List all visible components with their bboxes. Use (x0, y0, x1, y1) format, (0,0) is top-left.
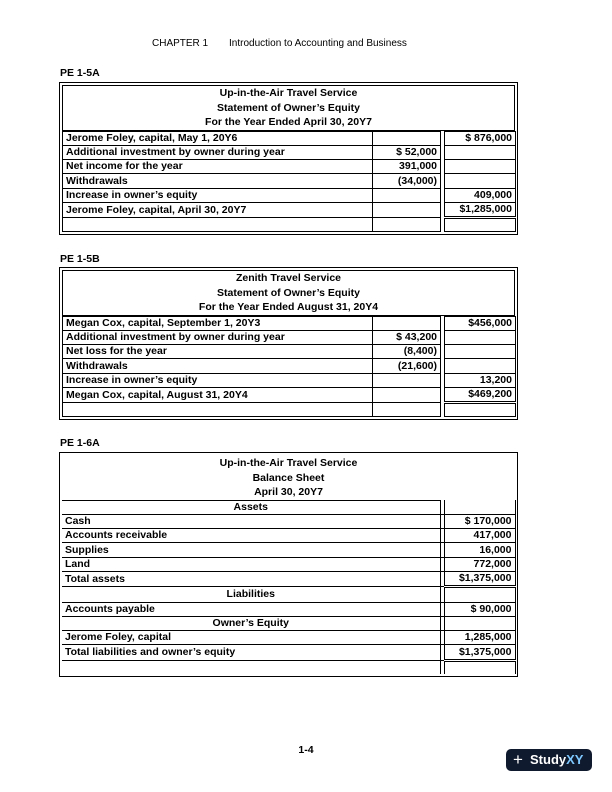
table-row (63, 345, 516, 359)
table-row (63, 403, 516, 416)
row-label: Jerome Foley, capital (62, 631, 440, 645)
section-heading-row (62, 500, 515, 514)
table-row (63, 188, 516, 202)
table-row (63, 218, 516, 231)
table-row (63, 387, 516, 402)
table-row (63, 174, 516, 188)
row-mid: 391,000 (373, 160, 441, 174)
row-label: Net income for the year (63, 160, 373, 174)
row-label: Net loss for the year (63, 345, 373, 359)
logo-text: StudyXY (530, 752, 584, 767)
row-right: $1,375,000 (444, 571, 515, 586)
row-mid: (34,000) (373, 174, 441, 188)
table-row (62, 645, 515, 660)
statement-table (62, 316, 516, 417)
row-label: Withdrawals (63, 359, 373, 373)
table-row (63, 373, 516, 387)
row-label: Jerome Foley, capital, May 1, 20Y6 (63, 131, 373, 145)
row-mid (373, 373, 441, 387)
balance-sheet-title (62, 456, 515, 500)
row-label: Accounts receivable (62, 529, 440, 543)
row-label: Megan Cox, capital, August 31, 20Y4 (63, 387, 373, 402)
row-label: Total assets (62, 571, 440, 586)
table-row (63, 202, 516, 217)
row-mid (373, 202, 441, 217)
table-row (63, 131, 516, 145)
row-label: Increase in owner’s equity (63, 373, 373, 387)
equity-heading: Owner’s Equity (62, 616, 440, 630)
row-mid (373, 131, 441, 145)
statement-date: April 30, 20Y7 (254, 486, 323, 498)
balance-sheet-table (62, 500, 516, 675)
table-row (62, 602, 515, 616)
row-label: Accounts payable (62, 602, 440, 616)
company-name: Up-in-the-Air Travel Service (219, 457, 358, 469)
row-label: Additional investment by owner during year (63, 330, 373, 344)
statement-title (62, 85, 515, 131)
row-right: $1,285,000 (445, 202, 516, 217)
row-right: 772,000 (444, 557, 515, 571)
row-right: 417,000 (444, 529, 515, 543)
chapter-label: CHAPTER 1 (152, 38, 209, 49)
exercise-label: PE 1-5B (60, 253, 100, 265)
row-right: $ 170,000 (444, 514, 515, 528)
row-right: 16,000 (444, 543, 515, 557)
company-name: Zenith Travel Service (235, 272, 342, 284)
liabilities-heading: Liabilities (62, 587, 440, 602)
statement-name: Statement of Owner’s Equity (217, 101, 360, 114)
table-row (62, 543, 515, 557)
row-mid (373, 316, 441, 330)
row-right (445, 345, 516, 359)
row-label: Increase in owner’s equity (63, 188, 373, 202)
table-row (63, 316, 516, 330)
table-row (62, 529, 515, 543)
plus-icon: + (513, 750, 523, 769)
chapter-title: Introduction to Accounting and Business (229, 38, 407, 49)
statement-owners-equity-b (59, 267, 518, 420)
row-label: Withdrawals (63, 174, 373, 188)
balance-sheet (59, 452, 518, 677)
row-right: $456,000 (445, 316, 516, 330)
table-row (63, 145, 516, 159)
exercise-label: PE 1-6A (60, 437, 100, 449)
row-mid: $ 43,200 (373, 330, 441, 344)
row-right: $ 90,000 (444, 602, 515, 616)
row-right: 13,200 (445, 373, 516, 387)
table-row (63, 330, 516, 344)
section-heading-row (62, 616, 515, 630)
statement-owners-equity-a (59, 82, 518, 235)
statement-period: For the Year Ended August 31, 20Y4 (198, 301, 379, 313)
row-mid (373, 188, 441, 202)
statement-table (62, 131, 516, 232)
row-label: Cash (62, 514, 440, 528)
statement-title (62, 270, 515, 316)
row-right: $ 876,000 (445, 131, 516, 145)
row-right (445, 359, 516, 373)
statement-period: For the Year Ended April 30, 20Y7 (205, 116, 372, 128)
row-label: Megan Cox, capital, September 1, 20Y3 (63, 316, 373, 330)
table-row (62, 660, 515, 674)
exercise-label: PE 1-5A (60, 67, 100, 79)
row-mid (373, 387, 441, 402)
table-row (62, 557, 515, 571)
row-mid: (21,600) (373, 359, 441, 373)
statement-name: Statement of Owner’s Equity (217, 286, 360, 299)
company-name: Up-in-the-Air Travel Service (219, 87, 358, 99)
row-mid: (8,400) (373, 345, 441, 359)
statement-name: Balance Sheet (252, 471, 325, 484)
table-row (63, 160, 516, 174)
table-row (62, 514, 515, 528)
row-right (445, 330, 516, 344)
row-label: Supplies (62, 543, 440, 557)
page-number: 1-4 (298, 744, 314, 756)
table-row (62, 571, 515, 586)
row-label: Total liabilities and owner’s equity (62, 645, 440, 660)
row-right (445, 145, 516, 159)
row-label: Land (62, 557, 440, 571)
row-label: Jerome Foley, capital, April 30, 20Y7 (63, 202, 373, 217)
row-right (445, 160, 516, 174)
row-right: 1,285,000 (444, 631, 515, 645)
row-label: Additional investment by owner during year (63, 145, 373, 159)
table-row (63, 359, 516, 373)
row-right: 409,000 (445, 188, 516, 202)
table-row (62, 631, 515, 645)
row-right: $469,200 (445, 387, 516, 402)
assets-heading: Assets (62, 500, 440, 514)
row-right: $1,375,000 (444, 645, 515, 660)
row-right (445, 174, 516, 188)
studyxy-logo[interactable] (506, 749, 592, 771)
section-heading-row (62, 587, 515, 602)
row-mid: $ 52,000 (373, 145, 441, 159)
